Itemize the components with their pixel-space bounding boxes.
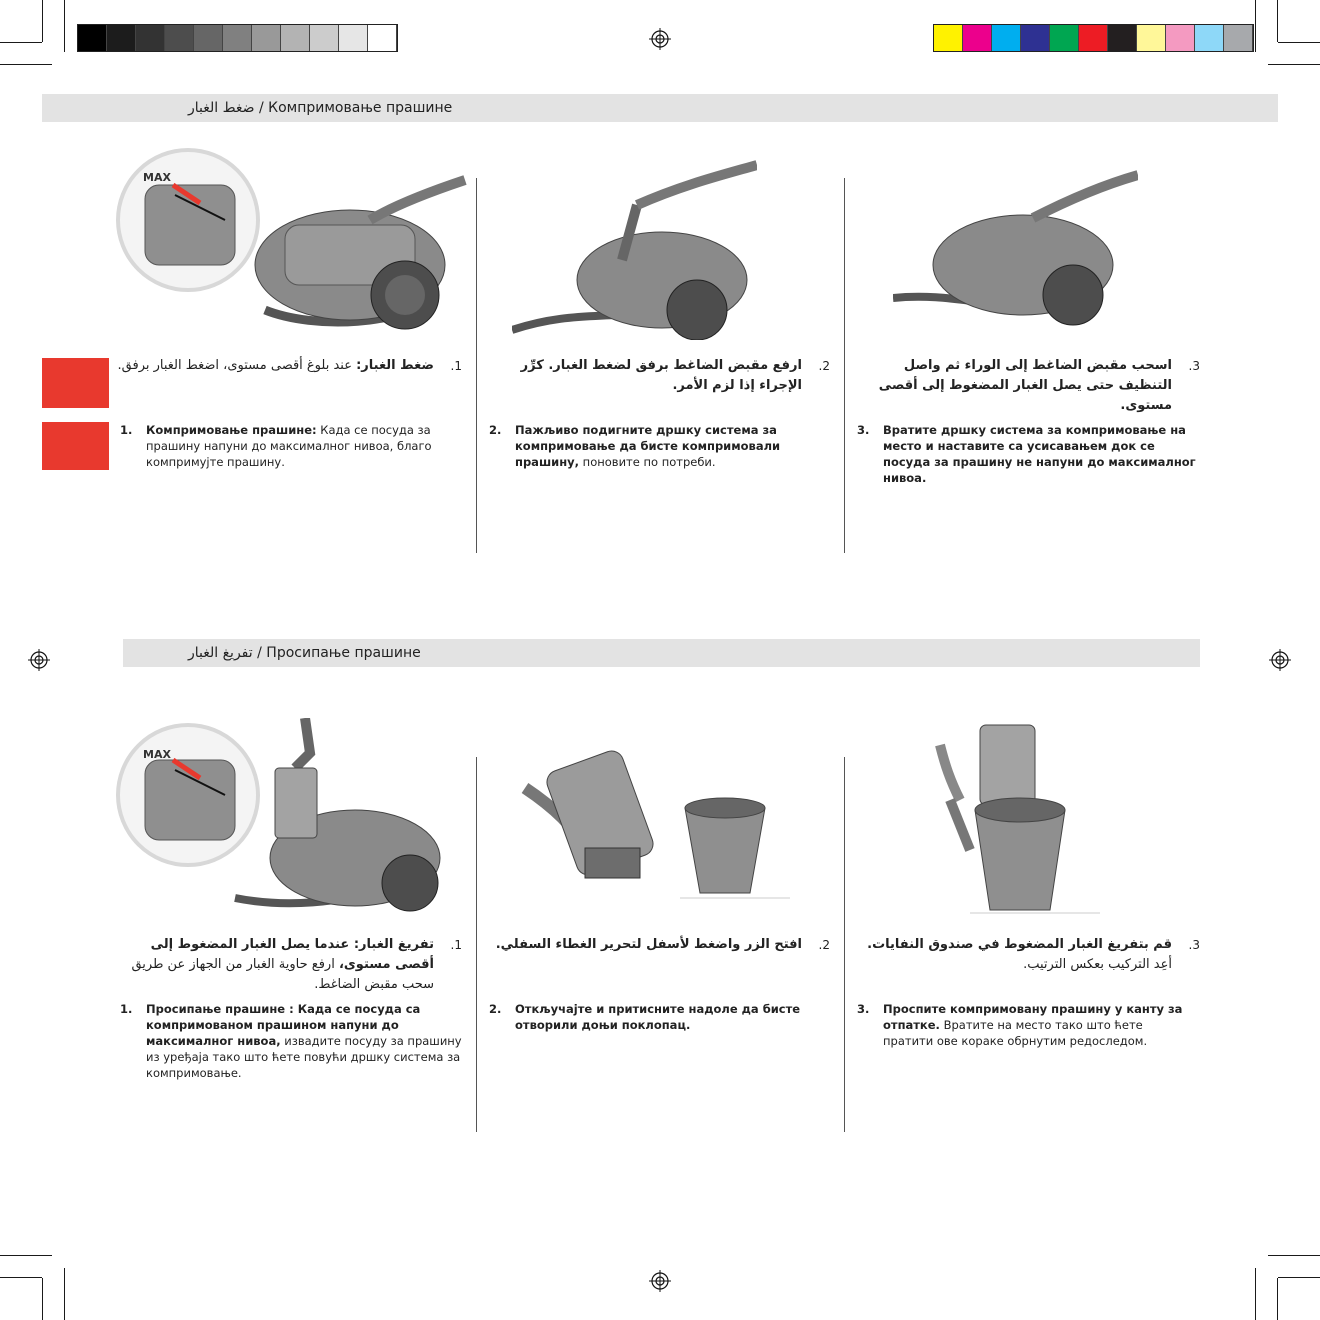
step-number: .1 xyxy=(450,359,462,373)
color-swatch xyxy=(78,25,107,51)
crop-mark xyxy=(64,0,65,52)
section-header-compress xyxy=(42,94,1278,122)
color-swatch xyxy=(194,25,223,51)
color-swatch xyxy=(1079,25,1108,51)
step-sr xyxy=(489,1001,815,1033)
vacuum-continue-illustration xyxy=(893,170,1138,340)
step-ar-bold: قم بتفريغ الغبار المضغوط في صندوق النفايات. xyxy=(867,937,1172,952)
step-number: 3. xyxy=(857,423,870,437)
step-sr xyxy=(120,422,446,470)
column-divider xyxy=(844,757,845,1132)
section-title: تفريغ الغبار / Просипање прашине xyxy=(188,645,421,661)
step-number: 1. xyxy=(120,423,133,437)
color-swatch xyxy=(1166,25,1195,51)
step-ar xyxy=(112,935,462,995)
crop-mark xyxy=(0,42,42,43)
crop-mark xyxy=(42,0,43,42)
column-divider xyxy=(476,178,477,553)
step-sr xyxy=(489,422,815,470)
column-divider xyxy=(844,178,845,553)
step-sr-bold: Пажљиво подигните дршку система за компримовање да бисте компримовали прашину, xyxy=(515,423,781,469)
step-sr-text: извадите посуду за прашину из уређаја тако што ћете повући дршку система за компримовање. xyxy=(146,1034,462,1080)
step-ar-bold: ارفع مقبض الضاغط برفق لضغط الغبار. كرِّر الإجراء إذا لزم الأمر. xyxy=(520,358,802,393)
max-label: MAX xyxy=(143,748,171,761)
crop-mark xyxy=(0,1277,42,1278)
empty-dust-into-bin-illustration xyxy=(930,720,1102,915)
process-color-bar xyxy=(933,24,1254,52)
step-number: 3. xyxy=(857,1002,870,1016)
step-sr-text: Вратите на место тако што ћете пратити ове кораке обрнутим редоследом. xyxy=(883,1018,1148,1048)
vacuum-compress-illustration xyxy=(115,145,470,340)
color-swatch xyxy=(339,25,368,51)
crop-mark xyxy=(1255,0,1256,52)
step-sr xyxy=(857,1001,1193,1049)
color-swatch xyxy=(136,25,165,51)
crop-mark xyxy=(0,1255,52,1256)
color-swatch xyxy=(1050,25,1079,51)
step-sr-text: поновите по потреби. xyxy=(579,455,716,469)
color-swatch xyxy=(310,25,339,51)
crop-mark xyxy=(1277,1278,1278,1320)
crop-mark xyxy=(64,1268,65,1320)
side-tab xyxy=(42,358,109,408)
grayscale-color-bar xyxy=(77,24,398,52)
registration-mark-icon xyxy=(28,649,50,671)
open-bottom-lid-illustration xyxy=(515,728,795,900)
step-sr-text: Када се посуда за прашину напуни до максималног нивоа, благо компримујте прашину. xyxy=(146,423,432,469)
step-number: .3 xyxy=(1188,938,1200,952)
crop-mark xyxy=(42,1278,43,1320)
step-ar-text: أعِد التركيب بعكس الترتيب. xyxy=(1023,957,1172,972)
crop-mark xyxy=(0,64,52,65)
max-label: MAX xyxy=(143,171,171,184)
step-number: 2. xyxy=(489,423,502,437)
color-swatch xyxy=(1021,25,1050,51)
crop-mark xyxy=(1277,0,1278,42)
color-swatch xyxy=(252,25,281,51)
step-number: .2 xyxy=(818,938,830,952)
vacuum-lift-handle-illustration xyxy=(512,160,757,340)
step-ar-bold: اسحب مقبض الضاغط إلى الوراء ثم واصل التنظيف حتى يصل الغبار المضغوط إلى أقصى مستوى. xyxy=(878,358,1172,413)
step-ar-text: ارفع حاوية الغبار من الجهاز عن طريق سحب مقبض الضاغط. xyxy=(131,957,434,992)
side-tab xyxy=(42,422,109,470)
step-ar-bold: تفريغ الغبار: عندما يصل الغبار المضغوط إلى أقصى مستوى، xyxy=(150,937,434,972)
color-swatch xyxy=(281,25,310,51)
step-sr-bold: Проспите компримовану прашину у канту за отпатке. xyxy=(883,1002,1183,1032)
step-ar-text: عند بلوغ أقصى مستوى، اضغط الغبار برفق. xyxy=(117,358,357,373)
step-sr-bold: Вратите дршку система за компримовање на место и наставите са усисавањем док се посуда за прашину не напуни до максималног нивоа. xyxy=(883,423,1196,485)
step-number: .2 xyxy=(818,359,830,373)
color-swatch xyxy=(1224,25,1253,51)
section-title: ضغط الغبار / Компримовање прашине xyxy=(188,100,453,116)
crop-mark xyxy=(1268,64,1320,65)
color-swatch xyxy=(963,25,992,51)
registration-mark-icon xyxy=(649,28,671,50)
color-swatch xyxy=(934,25,963,51)
crop-mark xyxy=(1268,1255,1320,1256)
crop-mark xyxy=(1255,1268,1256,1320)
step-sr-bold: Компримовање прашине: xyxy=(146,423,317,437)
section-header-empty xyxy=(123,639,1200,667)
crop-mark xyxy=(1278,1277,1320,1278)
crop-mark xyxy=(1278,42,1320,43)
registration-mark-icon xyxy=(1269,649,1291,671)
step-ar-bold: ضغط الغبار: xyxy=(356,358,434,373)
color-swatch xyxy=(1108,25,1137,51)
color-swatch xyxy=(368,25,397,51)
registration-mark-icon xyxy=(649,1270,671,1292)
step-ar xyxy=(852,935,1200,975)
step-sr-bold: Откључајте и притисните надоле да бисте отворили доњи поклопац. xyxy=(515,1002,801,1032)
color-swatch xyxy=(992,25,1021,51)
color-swatch xyxy=(223,25,252,51)
vacuum-remove-container-illustration xyxy=(115,718,445,913)
step-number: 1. xyxy=(120,1002,133,1016)
step-ar xyxy=(482,935,830,955)
step-number: .3 xyxy=(1188,359,1200,373)
color-swatch xyxy=(1137,25,1166,51)
column-divider xyxy=(476,757,477,1132)
color-swatch xyxy=(165,25,194,51)
step-ar xyxy=(112,356,462,376)
step-ar xyxy=(852,356,1200,416)
step-sr xyxy=(120,1001,464,1081)
color-swatch xyxy=(107,25,136,51)
step-number: .1 xyxy=(450,938,462,952)
step-sr xyxy=(857,422,1199,486)
step-sr-bold: Просипање прашине : Када се посуда са компримованом прашином напуни до максималног нивоа, xyxy=(146,1002,421,1048)
step-ar-bold: افتح الزر واضغط لأسفل لتحرير الغطاء السفلي. xyxy=(495,937,802,952)
step-number: 2. xyxy=(489,1002,502,1016)
step-ar xyxy=(482,356,830,396)
color-swatch xyxy=(1195,25,1224,51)
